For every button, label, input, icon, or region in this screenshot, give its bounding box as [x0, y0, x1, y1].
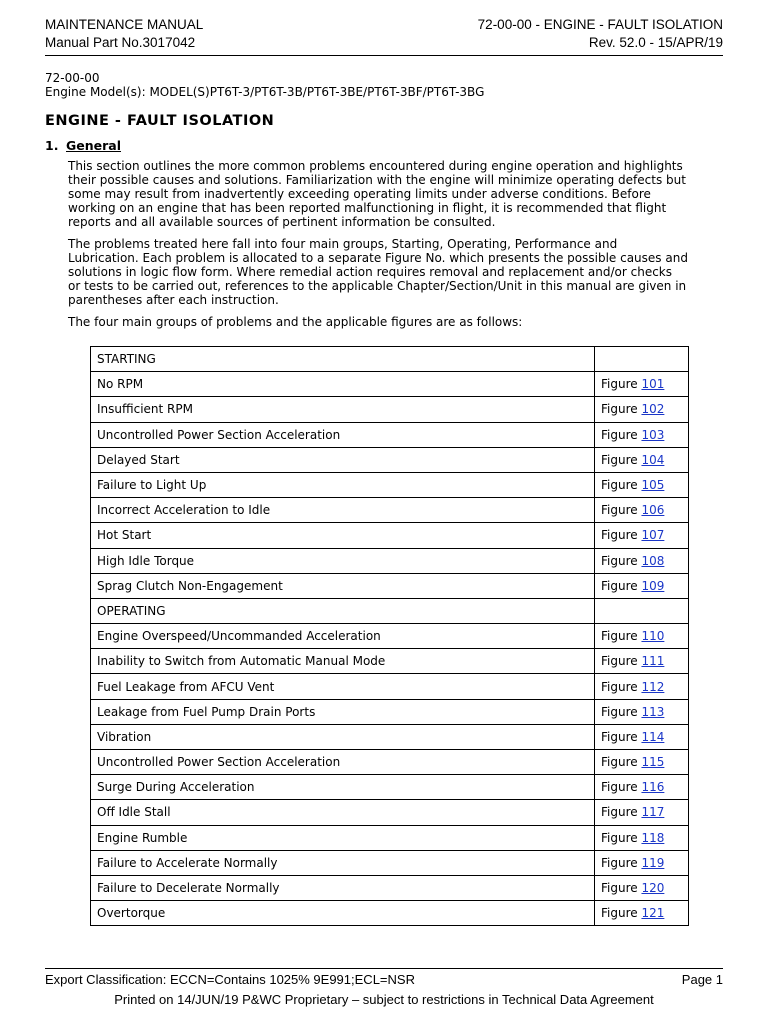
figure-word: Figure: [601, 679, 638, 694]
figure-cell: [595, 598, 689, 623]
figure-cell: [595, 775, 689, 800]
figure-link[interactable]: 121: [641, 906, 665, 921]
paragraph-table-intro: The four main groups of problems and the applicable figures are as follows:: [68, 315, 523, 330]
paragraph-groups: The problems treated here fall into four main groups, Starting, Operating, Performance and Lubrication. Each problem is allocated to a separate Figure No. which presents the possible causes and solutions in logic flow form. Where remedial action requires removal and replacement and/or checks or tests to be carried out, references to the applicable Chapter/Section/Unit in this manual are given in parentheses after each instruction.: [68, 237, 688, 307]
section-heading: [45, 139, 725, 153]
problem-label: Vibration: [91, 724, 595, 749]
figure-cell: [595, 472, 689, 497]
problem-groups-table: [90, 346, 689, 926]
figure-link[interactable]: 102: [641, 402, 665, 417]
problem-label: Failure to Light Up: [91, 472, 595, 497]
figure-link[interactable]: 103: [641, 427, 665, 442]
figure-link[interactable]: 114: [641, 729, 665, 744]
table-row: [91, 498, 689, 523]
table-row: [91, 674, 689, 699]
figure-link[interactable]: 107: [641, 528, 665, 543]
page-header-right: [478, 16, 723, 52]
figure-word: Figure: [601, 553, 638, 568]
page-header-left: [45, 16, 203, 52]
figure-word: Figure: [601, 402, 638, 417]
problem-label: Engine Rumble: [91, 825, 595, 850]
figure-cell: [595, 674, 689, 699]
table-row: [91, 649, 689, 674]
figure-word: Figure: [601, 906, 638, 921]
figure-word: Figure: [601, 452, 638, 467]
figure-cell: [595, 825, 689, 850]
problem-label: No RPM: [91, 372, 595, 397]
figure-cell: [595, 699, 689, 724]
group-label: STARTING: [91, 347, 595, 372]
figure-cell: [595, 800, 689, 825]
paragraph-overview: This section outlines the more common problems encountered during engine operation and highlights their possible causes and solutions. Familiarization with the engine will minimize operating defects but some may result from inadvertently exceeding operating limits under adverse conditions. Before working on an engine that has been reported malfunctioning in flight, it is recommended that flight reports and all available sources of pertinent information be consulted.: [68, 159, 686, 229]
figure-word: Figure: [601, 528, 638, 543]
problem-label: Fuel Leakage from AFCU Vent: [91, 674, 595, 699]
figure-word: Figure: [601, 654, 638, 669]
figure-cell: [595, 498, 689, 523]
footer-divider: [45, 968, 723, 969]
figure-word: Figure: [601, 780, 638, 795]
figure-link[interactable]: 117: [641, 805, 665, 820]
table-row: [91, 523, 689, 548]
problem-label: High Idle Torque: [91, 548, 595, 573]
table-row: [91, 372, 689, 397]
figure-word: Figure: [601, 629, 638, 644]
figure-cell: [595, 750, 689, 775]
problem-label: Incorrect Acceleration to Idle: [91, 498, 595, 523]
table-row: [91, 901, 689, 926]
figure-cell: [595, 875, 689, 900]
table-group-row: [91, 598, 689, 623]
figure-cell: [595, 422, 689, 447]
problem-label: Delayed Start: [91, 447, 595, 472]
problem-label: Insufficient RPM: [91, 397, 595, 422]
figure-word: Figure: [601, 704, 638, 719]
figure-link[interactable]: 118: [641, 830, 665, 845]
engine-models: Engine Model(s): MODEL(S)PT6T-3/PT6T-3B/PT6T-3BE/PT6T-3BF/PT6T-3BG: [45, 84, 485, 99]
manual-part-number: Manual Part No.3017042: [45, 35, 196, 50]
export-classification: Export Classification: ECCN=Contains 1025% 9E991;ECL=NSR: [45, 972, 415, 987]
figure-word: Figure: [601, 377, 638, 392]
figure-link[interactable]: 116: [641, 780, 665, 795]
table-row: [91, 875, 689, 900]
figure-link[interactable]: 101: [641, 377, 665, 392]
problem-label: Engine Overspeed/Uncommanded Acceleration: [91, 624, 595, 649]
document-body: [45, 72, 725, 330]
table-row: [91, 422, 689, 447]
table-row: [91, 624, 689, 649]
section-heading-text: General: [66, 137, 121, 153]
figure-link[interactable]: 109: [641, 578, 665, 593]
table-row: [91, 724, 689, 749]
figure-link[interactable]: 120: [641, 881, 665, 896]
problem-label: Uncontrolled Power Section Acceleration: [91, 750, 595, 775]
figure-cell: [595, 573, 689, 598]
group-label: OPERATING: [91, 598, 595, 623]
figure-word: Figure: [601, 478, 638, 493]
table-row: [91, 825, 689, 850]
revision-info: Rev. 52.0 - 15/APR/19: [588, 35, 723, 50]
figure-word: Figure: [601, 855, 638, 870]
figure-link[interactable]: 106: [641, 503, 665, 518]
document-code: 72-00-00: [45, 71, 100, 85]
problem-label: Hot Start: [91, 523, 595, 548]
print-notice: Printed on 14/JUN/19 P&WC Proprietary – subject to restrictions in Technical Data Agreement: [114, 992, 654, 1007]
problem-label: Failure to Decelerate Normally: [91, 875, 595, 900]
figure-link[interactable]: 104: [641, 452, 665, 467]
problem-label: Sprag Clutch Non-Engagement: [91, 573, 595, 598]
table-row: [91, 699, 689, 724]
figure-link[interactable]: 111: [641, 654, 665, 669]
figure-word: Figure: [601, 830, 638, 845]
figure-link[interactable]: 113: [641, 704, 665, 719]
figure-word: Figure: [601, 729, 638, 744]
figure-cell: [595, 397, 689, 422]
problem-label: Leakage from Fuel Pump Drain Ports: [91, 699, 595, 724]
page-number: Page 1: [681, 972, 723, 987]
table-row: [91, 397, 689, 422]
table-row: [91, 775, 689, 800]
problem-label: Overtorque: [91, 901, 595, 926]
figure-cell: [595, 624, 689, 649]
figure-cell: [595, 901, 689, 926]
problem-label: Surge During Acceleration: [91, 775, 595, 800]
table-row: [91, 750, 689, 775]
table-row: [91, 850, 689, 875]
table-row: [91, 447, 689, 472]
figure-word: Figure: [601, 755, 638, 770]
figure-link[interactable]: 110: [641, 629, 665, 644]
figure-word: Figure: [601, 805, 638, 820]
figure-cell: [595, 649, 689, 674]
problem-label: Uncontrolled Power Section Acceleration: [91, 422, 595, 447]
table-row: [91, 548, 689, 573]
figure-link[interactable]: 108: [641, 553, 665, 568]
figure-cell: [595, 724, 689, 749]
figure-cell: [595, 523, 689, 548]
figure-word: Figure: [601, 427, 638, 442]
table-group-row: [91, 347, 689, 372]
figure-word: Figure: [601, 881, 638, 896]
problem-label: Off Idle Stall: [91, 800, 595, 825]
figure-cell: [595, 850, 689, 875]
table-row: [91, 472, 689, 497]
figure-link[interactable]: 105: [641, 478, 665, 493]
figure-cell: [595, 372, 689, 397]
section-reference: 72-00-00 - ENGINE - FAULT ISOLATION: [477, 17, 723, 32]
figure-link[interactable]: 112: [641, 679, 665, 694]
table-row: [91, 800, 689, 825]
figure-cell: [595, 548, 689, 573]
figure-link[interactable]: 119: [641, 855, 665, 870]
table-row: [91, 573, 689, 598]
section-number: 1.: [45, 137, 59, 153]
figure-word: Figure: [601, 578, 638, 593]
page-title: ENGINE - FAULT ISOLATION: [45, 112, 275, 129]
manual-title: MAINTENANCE MANUAL: [45, 17, 204, 32]
problem-label: Inability to Switch from Automatic Manual Mode: [91, 649, 595, 674]
figure-cell: [595, 347, 689, 372]
figure-word: Figure: [601, 503, 638, 518]
header-divider: [45, 55, 723, 56]
figure-link[interactable]: 115: [641, 755, 665, 770]
problem-label: Failure to Accelerate Normally: [91, 850, 595, 875]
figure-cell: [595, 447, 689, 472]
